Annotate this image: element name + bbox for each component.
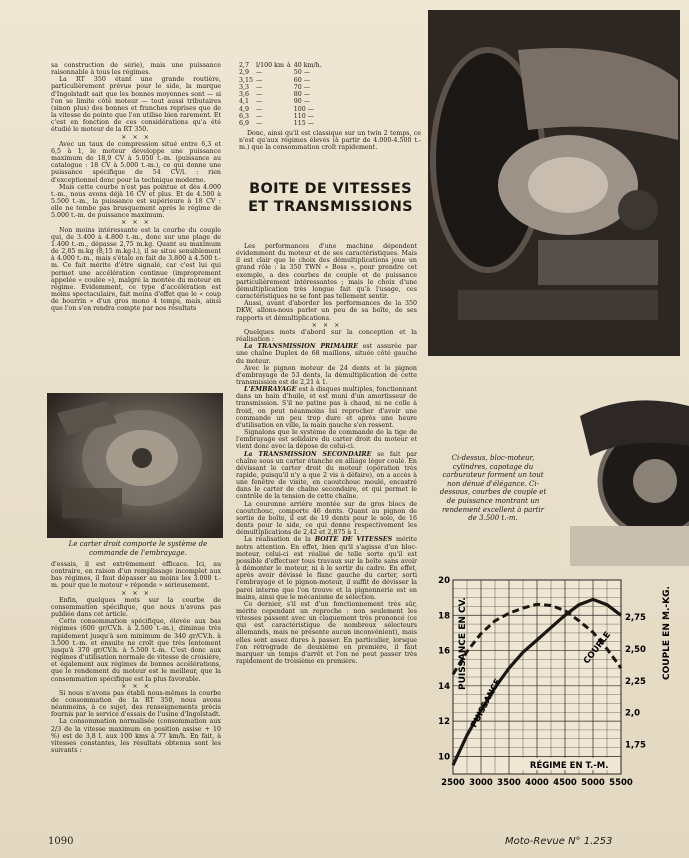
y-right-tick-label: 1,75	[625, 740, 646, 751]
y-right-tick-label: 2,25	[625, 676, 646, 687]
consumption-cell	[287, 84, 294, 91]
consumption-cell: 40 km/h.	[293, 62, 322, 69]
article-column-left-bottom	[51, 561, 221, 791]
consumption-cell: 3,15	[239, 76, 254, 84]
consumption-cell: —	[256, 113, 263, 121]
consumption-cell	[287, 77, 294, 84]
consumption-row	[239, 69, 325, 76]
consumption-cell	[287, 106, 294, 113]
consumption-cell	[287, 69, 294, 76]
magazine-issue: Moto-Revue N° 1.253	[505, 836, 613, 847]
consumption-cell	[287, 120, 294, 127]
consumption-cell: 2,7	[239, 62, 250, 69]
consumption-table	[239, 62, 421, 152]
photo-caption-left: Le carter droit comporte le système de commande de l'embrayage.	[68, 540, 208, 557]
consumption-row	[239, 120, 325, 127]
consumption-row	[239, 91, 325, 98]
x-tick-label: 5000	[581, 778, 605, 788]
section-separator: × × ×	[121, 219, 151, 227]
y-right-axis-label: COUPLE EN M.-KG.	[662, 586, 672, 680]
x-axis-label: RÉGIME EN T.-M.	[529, 761, 609, 771]
paragraph: Les performances d'une machine dépendent évidemment du moteur et de ses caractéristiques. Mais il est clair que le choix des démultiplications joue un grand rôle : la 350 TWN « Boss », pour prendre cet exemple, a des courbes de couple et de puissance particulièrement intéressantes ; mais le choix d'une démultiplication très longue fait qu'à l'usage, ces caractéristiques ne se font pas tellement sentir.	[236, 243, 417, 301]
x-tick-label: 5500	[609, 778, 633, 788]
paragraph: La consommation normalisée (consommation aux 2/3 de la vitesse maximum en position assise + 10 %) est de 3,8 l. aux 100 kms à 77 km/h. En fait, à vitesses constantes, les résultats obtenus sont les suivants :	[51, 718, 221, 755]
torque-series-label: COUPLE	[581, 630, 614, 667]
subheading: La TRANSMISSION SECONDAIRE	[244, 450, 372, 458]
consumption-cell: —	[256, 83, 263, 91]
consumption-cell: —	[256, 91, 263, 99]
consumption-cell: 3,3	[239, 83, 250, 91]
y-left-axis-label: PUISSANCE EN CV.	[458, 597, 468, 690]
section-heading	[238, 180, 423, 216]
consumption-cell: 110 —	[293, 113, 315, 121]
consumption-cell: —	[256, 69, 263, 77]
motorcycle-engine-photo	[428, 10, 680, 356]
x-tick-label: 2500	[441, 778, 465, 788]
consumption-cell	[287, 113, 294, 120]
y-right-tick-label: 2,0	[625, 708, 641, 719]
paragraph: Signalons que le système de commande de la tige de l'embrayage est solidaire du carter droit du moteur et vient donc avec la dépose de celui-ci.	[236, 429, 417, 451]
paragraph	[236, 343, 417, 364]
heading-line: ET TRANSMISSIONS	[248, 199, 413, 215]
consumption-cell: 4,1	[239, 98, 250, 106]
consumption-cell: 50 —	[293, 69, 311, 77]
consumption-cell: 90 —	[293, 98, 311, 106]
consumption-cell: 2,9	[239, 69, 250, 77]
x-tick-label: 4500	[553, 778, 577, 788]
paragraph-text: mérite notre attention. En effet, bien qu'il s'agisse d'un bloc-moteur, celui-ci est réalisé de telle sorte qu'il est possible d'effectuer tous travaux sur la boîte sans avoir à démonter le moteur, ni à le sortir du cadre. En effet, après avoir dévissé le flanc gauche du carter, sorti l'embrayage et le pignon-moteur, il suffit de dévisser la paroi interne que l'on trouve et la pignonnerie est en mains, ainsi que le mécanisme de sélection.	[236, 536, 417, 601]
paragraph: Donc, ainsi qu'il est classique sur un twin 2 temps, ce n'est qu'aux régimes élevés (à partir de 4.000-4.500 t.-m.) que la consommation croît rapidement.	[239, 129, 421, 152]
paragraph	[236, 536, 417, 600]
consumption-cell: 115 —	[293, 120, 315, 128]
consumption-cell: —	[256, 120, 263, 128]
engine-carter-photo	[47, 393, 223, 538]
consumption-cell: 6,3	[239, 113, 250, 121]
consumption-row	[239, 113, 325, 120]
y-right-tick-label: 2,75	[625, 613, 646, 624]
paragraph: Non moins intéressante est la courbe du couple qui, de 3.400 à 4.800 t.-m., donc sur une plage de 1.400 t.-m., dépasse 2,75 m.kg. Quant au maximum de 2,85 m.kg (8,15 m.kg-l.), il se situe sensiblement à 4.000 t.-m., mais s'étale en fait de 3.800 à 4.500 t.-m. Ce fait mérite d'être signalé, car c'est lui qui permet une accélération continue (improprement appelée « coulée »), malgré la montée du moteur en régime. Evidemment, ce type d'accélération est moins spectaculaire, fait moins d'effet que le « coup de bourrin » d'un gros mono 4 temps, mais, ainsi que l'on s'en rendra compte par nos résultats	[51, 226, 221, 313]
y-left-tick-label: 16	[438, 646, 450, 657]
consumption-row	[239, 106, 325, 113]
power-series-label: PUISSANCE	[469, 677, 504, 730]
section-separator: × × ×	[311, 321, 342, 329]
paragraph: Avec un taux de compression situé entre 6,3 et 6,5 à 1, le moteur développe une puissance maximum de 18,9 CV à 5.050 t.-m. (puissance au catalogue : 18 CV à 5.000 t.-m.), ce qui donne une puissance spécifique de 54 CV/l. : rien d'exceptionnel donc pour la technique moderne.	[51, 140, 221, 184]
motorcycle-side-photo	[560, 386, 689, 566]
consumption-cell: 70 —	[293, 83, 311, 91]
consumption-cell: 60 —	[293, 76, 311, 84]
article-column-left-top	[51, 62, 221, 392]
paragraph: La RT 350 étant une grande routière, particulièrement prévue pour le side, la marque d'Ingolstadt sait que les bonnes moyennes sont — si l'on se limite côté moteur — tout aussi tributaires (sinon plus) des bonnes et franches reprises que de la vitesse de pointe que l'on utilise bien rarement. Et c'est en fonction de ces considérations qu'a été étudié le moteur de la RT 350.	[51, 76, 221, 134]
x-tick-label: 3000	[469, 778, 493, 788]
section-separator: × × ×	[121, 589, 151, 597]
photo-caption-right: Ci-dessus, bloc-moteur, cylindres, capotage du carburateur forment un tout non dénué d'élégance. Ci-dessous, courbes de couple et de puissance montrant un rendement excellent à partir de 3.500 t.-m.	[439, 454, 547, 523]
paragraph: Ce dernier, s'il est d'un fonctionnement très sûr, mérite cependant un reproche : non seulement les vitesses passent avec un claquement très prononcé (ce qui est caractéristique de nombreux sélecteurs allemands, mais ne présente aucun inconvénient), mais elles sont assez dures à passer. En particulier, lorsque l'on rétrograde de deuxième en première, il faut marquer un temps d'arrêt et l'on ne peut passer très rapidement de troisième en première.	[236, 600, 417, 666]
consumption-cell: 4,9	[239, 105, 250, 113]
consumption-cell: —	[256, 98, 263, 106]
section-separator: × × ×	[121, 682, 151, 690]
x-tick-label: 4000	[525, 778, 549, 788]
paragraph: Quelques mots d'abord sur la conception et la réalisation :	[236, 328, 417, 344]
consumption-row	[239, 84, 325, 91]
consumption-row	[239, 77, 325, 84]
subheading: L'EMBRAYAGE	[244, 386, 297, 394]
paragraph: d'essais, il est extrêmement efficace. Ici, au contraire, en raison d'un remplissage incomplet aux bas régimes, il faut dépasser au moins les 3.000 t.-m. pour que le moteur « réponde » sérieusement.	[51, 561, 221, 590]
power-torque-chart	[433, 566, 683, 806]
heading-line: BOITE DE VITESSES	[249, 181, 412, 197]
paragraph: Mais cette courbe n'est pas pointue et dès 4.000 t.-m., nous avons déjà 16 CV et plus. Et de 4.500 à 5.500 t.-m., la puissance est supérieure à 18 CV : elle ne tombe pas brusquement après le régime de 5.000 t.-m. de puissance maximum.	[51, 183, 221, 220]
consumption-cell	[287, 98, 294, 105]
consumption-cell: —	[256, 76, 263, 84]
y-left-tick-label: 12	[438, 717, 450, 728]
paragraph: Avec le pignon moteur de 24 dents et le pignon d'embrayage de 53 dents, la démultiplication de cette transmission est de 2,21 à 1.	[236, 364, 417, 386]
paragraph-text: La réalisation de la	[244, 536, 315, 544]
paragraph: sa construction de série), mais une puissance raisonnable à tous les régimes.	[51, 62, 221, 77]
consumption-row	[239, 98, 325, 105]
paragraph	[236, 451, 417, 501]
consumption-cell: 80 —	[293, 91, 311, 99]
paragraph: Si nous n'avons pas établi nous-mêmes la courbe de consommation de la RT 350, nous avons néanmoins, à ce sujet, des renseignements précis fournis par le service d'essais de l'usine d'Ingolstadt.	[51, 689, 221, 719]
y-left-tick-label: 18	[438, 611, 450, 622]
paragraph-text: est à disques multiples, fonctionnant dans un bain d'huile, et est muni d'un amortisseur de transmission. S'il ne patine pas à chaud, ni ne colle à froid, on peut néanmoins lui reprocher d'avoir une commande un peu trop dure et après une heure d'utilisation en ville, la main gauche s'en ressent.	[236, 386, 417, 429]
y-left-tick-label: 14	[438, 681, 450, 692]
paragraph: Aussi, avant d'aborder les performances de la 350 DKW, allons-nous parler un peu de sa boîte, de ses rapports et démultiplications.	[236, 300, 417, 322]
paragraph	[236, 386, 417, 429]
consumption-cell: 6,9	[239, 120, 250, 128]
x-tick-label: 3500	[497, 778, 521, 788]
consumption-cell	[287, 91, 294, 98]
page-number: 1090	[48, 836, 74, 847]
paragraph-text: est assurée par une chaîne Duplex de 68 maillons, située côté gauche du moteur.	[236, 343, 417, 365]
consumption-cell: l/100 km	[256, 62, 284, 69]
subheading: BOITE DE VITESSES	[314, 536, 393, 544]
consumption-row	[239, 62, 325, 69]
section-separator: × × ×	[121, 133, 151, 141]
paragraph: La couronne arrière montée sur de gros blocs de caoutchouc, comporte 46 dents. Quant au pignon de sortie de boîte, il est de 19 dents pour le solo, de 16 dents pour le side, ce qui donne respectivement les démultiplications de 2,42 et 2,875 à 1.	[236, 500, 417, 537]
paragraph: Enfin, quelques mots sur la courbe de consommation spécifique, que nous n'avons pas publiée dans cet article.	[51, 596, 221, 619]
chart-svg	[433, 566, 683, 806]
y-left-tick-label: 20	[438, 576, 450, 586]
y-right-tick-label: 2,50	[625, 644, 646, 655]
paragraph: Cette consommation spécifique, élevée aux bas régimes (600 gr/CV.h. à 2.500 t.-m.), diminue très rapidement jusqu'à son minimum de 340 gr/CV.h. à 3.500 t.-m. et ensuite ne croît que très lentement jusqu'à 370 gr/CV.h. à 5.500 t.-m. C'est donc aux régimes d'utilisation normale de vitesse de croisière, et également aux régimes de bonnes accélérations, que le rendement du moteur est le meilleur, que la consommation spécifique est la plus favorable.	[51, 618, 221, 683]
consumption-cell: à	[286, 62, 291, 69]
article-column-middle	[236, 243, 417, 800]
subheading: La TRANSMISSION PRIMAIRE	[244, 343, 359, 351]
consumption-cell: 3,6	[239, 91, 250, 99]
consumption-cell: —	[256, 105, 263, 113]
y-left-tick-label: 10	[438, 752, 450, 763]
consumption-cell: 100 —	[293, 105, 315, 113]
paragraph-text: se fait par chaîne sous un carter étanche en alliage léger coulé. En dévissant le carter droit du moteur (opération très rapide, puisqu'il n'y a que 2 vis à défaire), on a accès à une fenêtre de visite, en caoutchouc moulé, encastré dans le carter de chaîne secondaire, et qui permet le contrôle de la tension de cette chaîne.	[236, 450, 417, 501]
